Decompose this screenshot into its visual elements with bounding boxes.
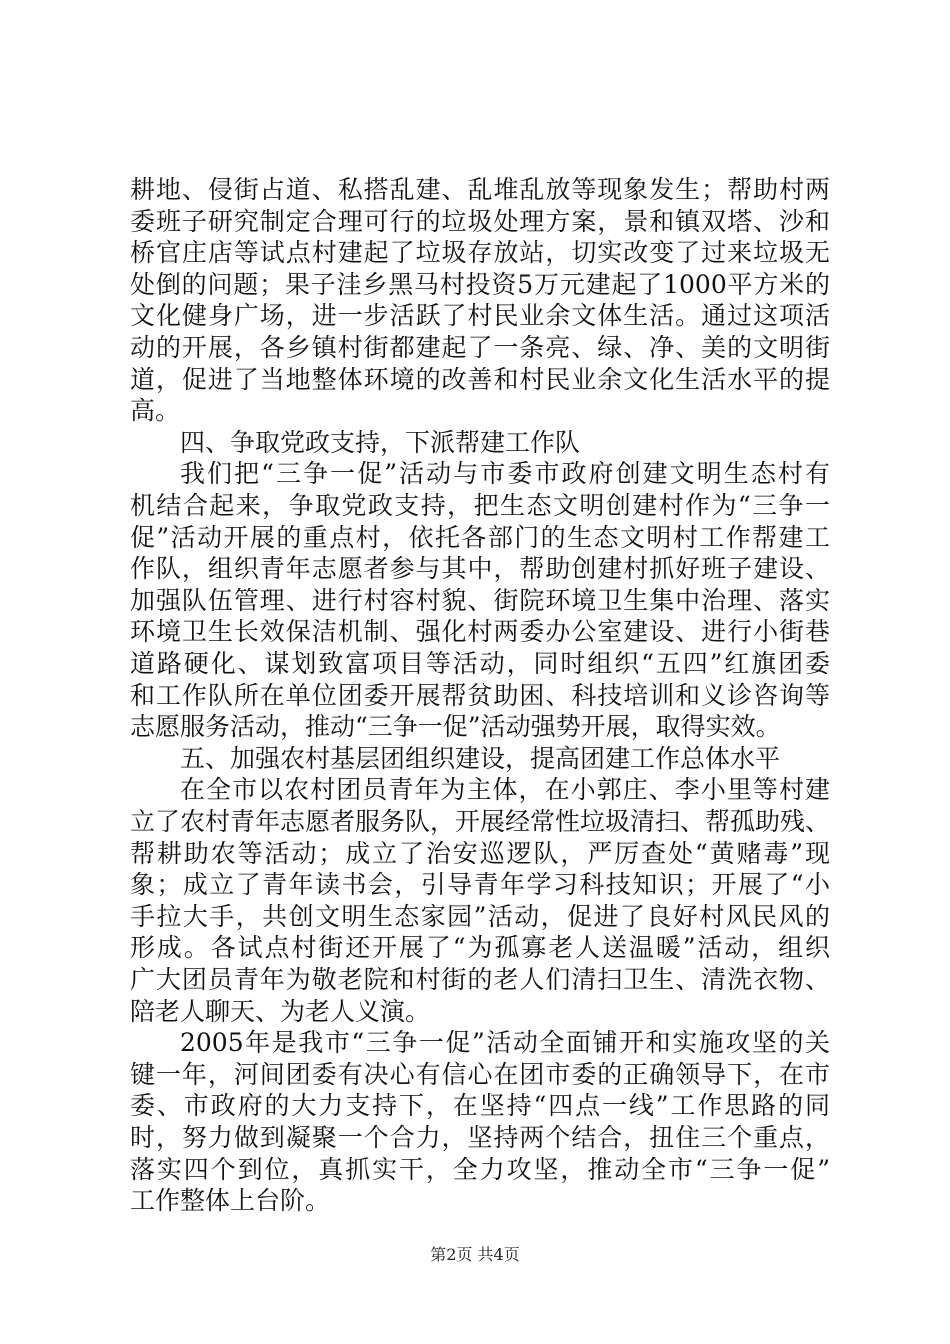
- page-number-footer: 第2页 共4页: [430, 1245, 520, 1264]
- text-line: 作队，组织青年志愿者参与其中，帮助创建村抓好班子建设、: [130, 554, 830, 584]
- section-heading: 五、加强农村基层团组织建设，提高团建工作总体水平: [180, 743, 781, 773]
- text-line: 手拉大手，共创文明生态家园”活动，促进了良好村风民风的: [130, 901, 830, 931]
- text-line: 2005年是我市“三争一促”活动全面铺开和实施攻坚的关: [180, 1028, 830, 1058]
- text-line: 广大团员青年为敬老院和村街的老人们清扫卫生、清洗衣物、: [130, 965, 830, 994]
- text-line: 落实四个到位，真抓实干，全力攻坚，推动全市“三争一促”: [130, 1154, 830, 1184]
- text-line: 委、市政府的大力支持下，在坚持“四点一线”工作思路的同: [130, 1091, 830, 1121]
- text-line: 工作整体上台阶。: [130, 1186, 331, 1216]
- text-line: 加强队伍管理、进行村容村貌、街院环境卫生集中治理、落实: [130, 585, 830, 615]
- text-line: 象；成立了青年读书会，引导青年学习科技知识；开展了“小: [130, 870, 830, 900]
- text-line: 和工作队所在单位团委开展帮贫助困、科技培训和义诊咨询等: [130, 680, 830, 710]
- text-line: 机结合起来，争取党政支持，把生态文明创建村作为“三争一: [130, 491, 830, 520]
- section-heading: 四、争取党政支持，下派帮建工作队: [180, 427, 581, 457]
- text-line: 道路硬化、谋划致富项目等活动，同时组织“五四”红旗团委: [130, 649, 830, 678]
- text-line: 在全市以农村团员青年为主体，在小郭庄、李小里等村建: [180, 775, 830, 805]
- text-line: 立了农村青年志愿者服务队，开展经常性垃圾清扫、帮孤助残、: [130, 807, 830, 836]
- text-line: 委班子研究制定合理可行的垃圾处理方案，景和镇双塔、沙和: [130, 206, 830, 236]
- text-line: 时，努力做到凝聚一个合力，坚持两个结合，扭住三个重点，: [130, 1123, 830, 1152]
- text-line: 环境卫生长效保洁机制、强化村两委办公室建设、进行小街巷: [130, 617, 830, 647]
- text-line: 桥官庄店等试点村建起了垃圾存放站，切实改变了过来垃圾无: [130, 238, 830, 268]
- text-line: 志愿服务活动，推动“三争一促”活动强势开展，取得实效。: [130, 712, 781, 742]
- text-line: 陪老人聊天、为老人义演。: [130, 996, 431, 1026]
- text-line: 促”活动开展的重点村，依托各部门的生态文明村工作帮建工: [130, 522, 830, 552]
- text-line: 耕地、侵街占道、私搭乱建、乱堆乱放等现象发生；帮助村两: [130, 175, 830, 204]
- text-line: 形成。各试点村街还开展了“为孤寡老人送温暖”活动，组织: [130, 933, 830, 963]
- text-line: 我们把“三争一促”活动与市委市政府创建文明生态村有: [180, 459, 830, 489]
- text-line: 帮耕助农等活动；成立了治安巡逻队，严厉查处“黄赌毒”现: [130, 838, 830, 868]
- text-line: 高。: [130, 396, 181, 426]
- text-line: 文化健身广场，进一步活跃了村民业余文体生活。通过这项活: [130, 301, 830, 331]
- text-line: 处倒的问题；果子洼乡黑马村投资5万元建起了1000平方米的: [130, 269, 830, 299]
- text-line: 道，促进了当地整体环境的改善和村民业余文化生活水平的提: [130, 364, 830, 394]
- text-line: 键一年，河间团委有决心有信心在团市委的正确领导下，在市: [130, 1059, 830, 1089]
- text-line: 动的开展，各乡镇村街都建起了一条亮、绿、净、美的文明街: [130, 333, 830, 362]
